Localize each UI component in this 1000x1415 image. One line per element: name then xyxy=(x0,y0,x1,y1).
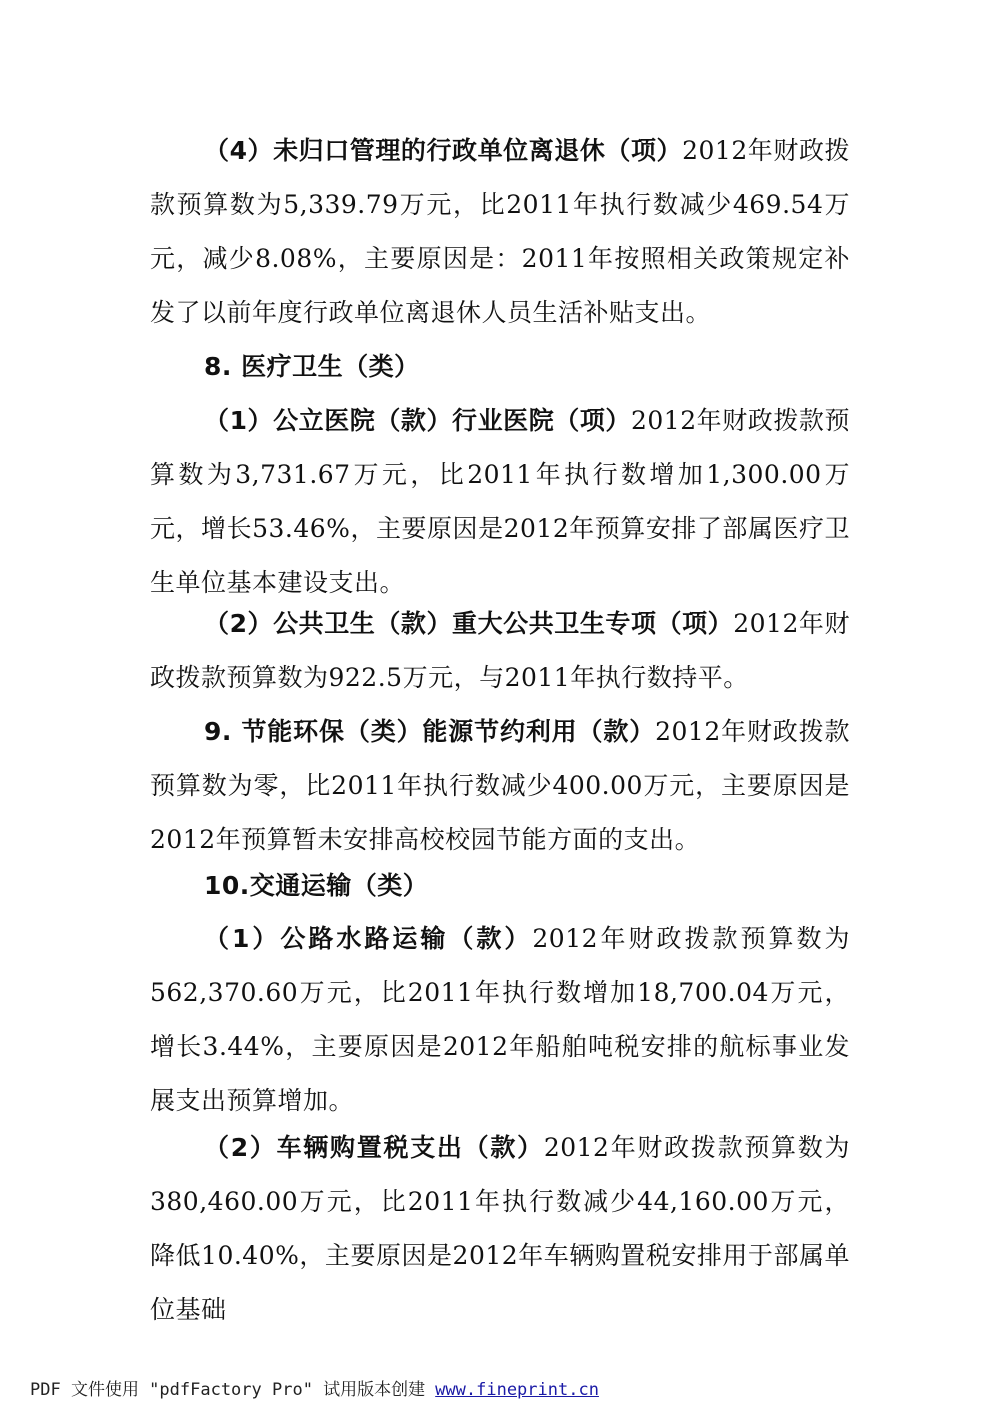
paragraph-lead: （4）未归口管理的行政单位离退休（项） xyxy=(204,136,683,165)
paragraph-road-water xyxy=(150,912,850,1128)
heading-text: 10.交通运输（类） xyxy=(204,871,429,900)
paragraph-text: 2012年财政拨款预算数为380,460.00万元，比2011年执行数减少44,160.00万元，降低10.40%，主要原因是2012年车辆购置税安排用于部属单位基础 xyxy=(150,1133,851,1324)
paragraph-lead: （2）公共卫生（款）重大公共卫生专项（项） xyxy=(204,609,734,638)
paragraph-energy xyxy=(150,705,850,867)
paragraph-text: 2012年财政拨款预算数为5,339.79万元，比2011年执行数减少469.54万元，减少8.08%，主要原因是：2011年按照相关政策规定补发了以前年度行政单位离退休人员生活补贴支出。 xyxy=(150,136,851,327)
paragraph-public-hospital xyxy=(150,394,850,610)
pdf-footer xyxy=(30,1375,599,1400)
paragraph-text: 2012年财政拨款预算数为零，比2011年执行数减少400.00万元，主要原因是2012年预算暂未安排高校校园节能方面的支出。 xyxy=(150,717,850,854)
paragraph-public-health xyxy=(150,597,850,705)
paragraph-lead: （1）公立医院（款）行业医院（项） xyxy=(204,406,631,435)
paragraph-lead: （2）车辆购置税支出（款） xyxy=(204,1133,544,1162)
footer-text: PDF 文件使用 "pdfFactory Pro" 试用版本创建 xyxy=(30,1380,426,1400)
paragraph-vehicle-tax xyxy=(150,1121,850,1337)
paragraph-text: 2012年财政拨款预算数为922.5万元，与2011年执行数持平。 xyxy=(150,609,851,692)
paragraph-text: 2012年财政拨款预算数为3,731.67万元，比2011年执行数增加1,300.00万元，增长53.46%，主要原因是2012年预算安排了部属医疗卫生单位基本建设支出。 xyxy=(150,406,850,597)
paragraph-text: 2012年财政拨款预算数为562,370.60万元，比2011年执行数增加18,700.04万元，增长3.44%，主要原因是2012年船舶吨税安排的航标事业发展支出预算增加。 xyxy=(150,924,851,1115)
paragraph-retirement xyxy=(150,124,850,340)
paragraph-lead: 9. 节能环保（类）能源节约利用（款） xyxy=(204,717,656,746)
section-heading-health xyxy=(150,340,850,394)
fineprint-link[interactable]: www.fineprint.cn xyxy=(435,1380,599,1400)
heading-text: 8. 医疗卫生（类） xyxy=(204,352,420,381)
section-heading-transport xyxy=(150,859,850,913)
paragraph-lead: （1）公路水路运输（款） xyxy=(204,924,533,953)
